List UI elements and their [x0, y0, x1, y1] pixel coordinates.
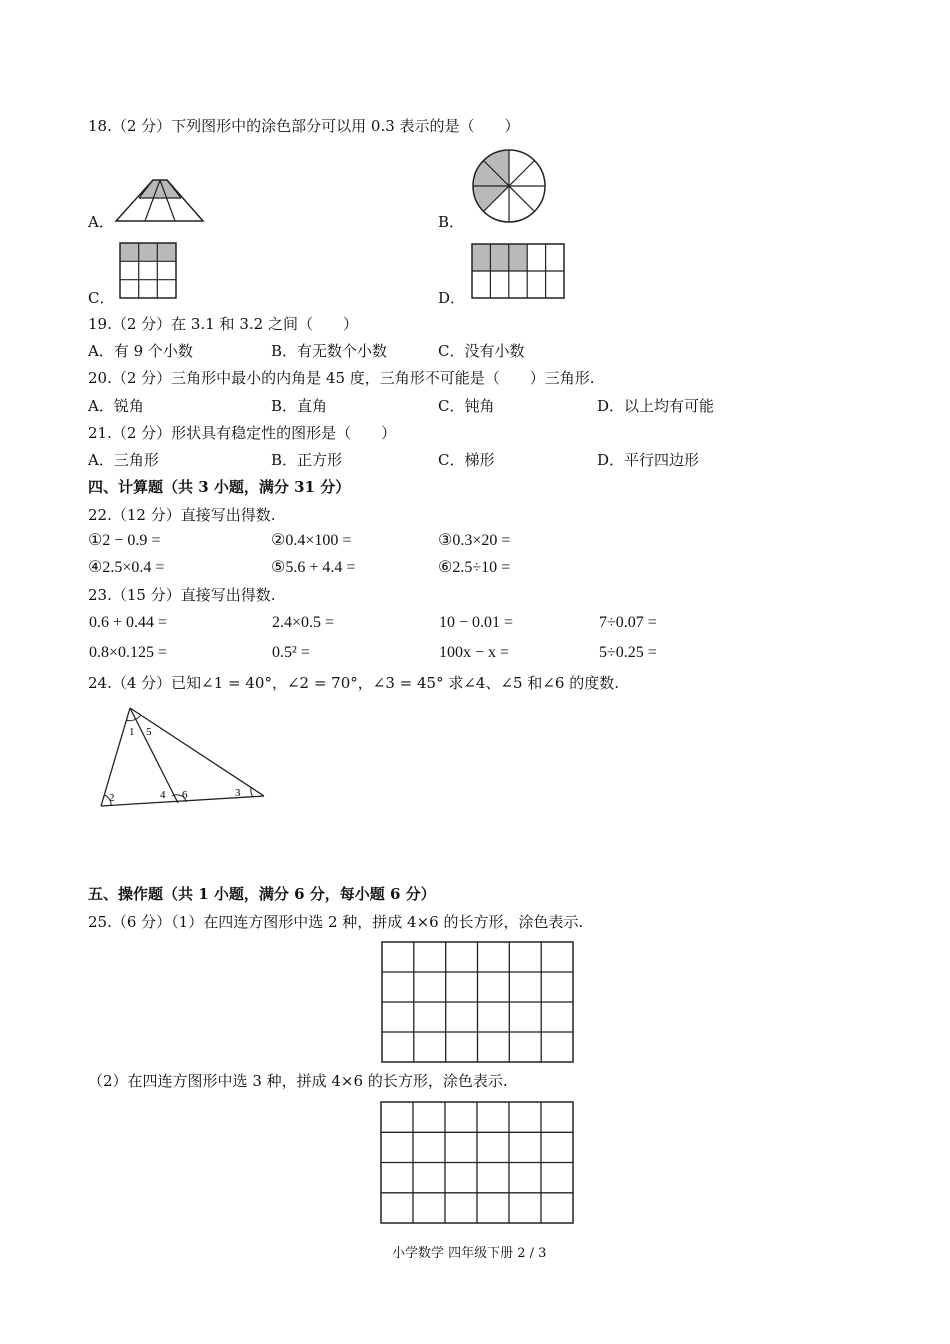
q18-option-b-label: B．	[438, 213, 465, 231]
q18-figure-a-trapezoid	[115, 178, 205, 223]
q22-stem: 22.（12 分）直接写出得数.	[88, 506, 276, 524]
q22-item-1: ①2 − 0.9 =	[88, 532, 161, 549]
q23-row2-item-4: 5÷0.25 =	[599, 644, 657, 661]
section-4-title: 四、计算题（共 3 小题，满分 31 分）	[88, 478, 351, 496]
angle-label-4: 4	[160, 789, 166, 801]
q19-option-b: B．有无数个小数	[271, 342, 388, 360]
angle-label-2: 2	[109, 792, 115, 804]
q23-row2-item-3: 100x − x =	[439, 644, 510, 661]
q22-item-2: ②0.4×100 =	[271, 532, 352, 549]
q22-item-6: ⑥2.5÷10 =	[438, 559, 511, 576]
q20-option-a: A．锐角	[88, 397, 144, 415]
angle-label-1: 1	[129, 726, 135, 738]
q25-part-1: 25.（6 分）（1）在四连方图形中选 2 种，拼成 4×6 的长方形，涂色表示.	[88, 913, 584, 931]
q20-option-c: C．钝角	[438, 397, 495, 415]
q25-part-2: （2）在四连方图形中选 3 种，拼成 4×6 的长方形，涂色表示.	[88, 1072, 508, 1090]
q23-row2-item-1: 0.8×0.125 =	[89, 644, 168, 661]
q21-option-c: C．梯形	[438, 451, 495, 469]
q18-figure-b-circle	[471, 148, 547, 224]
q21-option-a: A．三角形	[88, 451, 159, 469]
q20-option-d: D．以上均有可能	[597, 397, 715, 415]
q23-row1-item-1: 0.6 + 0.44 =	[89, 614, 168, 631]
section-5-title: 五、操作题（共 1 小题，满分 6 分，每小题 6 分）	[88, 885, 436, 903]
q25-grid-2	[380, 1101, 574, 1224]
q23-stem: 23.（15 分）直接写出得数.	[88, 586, 276, 604]
q22-item-5: ⑤5.6 + 4.4 =	[271, 559, 356, 576]
q18-figure-c-grid	[119, 242, 177, 299]
q21-option-d: D．平行四边形	[597, 451, 700, 469]
q20-option-b: B．直角	[271, 397, 328, 415]
angle-label-3: 3	[235, 787, 241, 799]
q18-figure-d-grid	[471, 243, 565, 299]
q21-stem: 21.（2 分）形状具有稳定性的图形是（ ）	[88, 424, 397, 442]
q18-option-a-label: A．	[88, 213, 114, 231]
q18-option-d-label: D．	[438, 289, 466, 307]
angle-label-5: 5	[146, 726, 152, 738]
q22-item-4: ④2.5×0.4 =	[88, 559, 165, 576]
q18-option-c-label: C．	[88, 289, 115, 307]
q18-stem: 18.（2 分）下列图形中的涂色部分可以用 0.3 表示的是（ ）	[88, 117, 520, 135]
q22-item-3: ③0.3×20 =	[438, 532, 511, 549]
q23-row1-item-4: 7÷0.07 =	[599, 614, 657, 631]
q24-triangle-figure	[98, 702, 268, 810]
q25-grid-1	[381, 941, 574, 1063]
q23-row1-item-3: 10 − 0.01 =	[439, 614, 514, 631]
q20-stem: 20.（2 分）三角形中最小的内角是 45 度，三角形不可能是（ ）三角形.	[88, 369, 595, 387]
q23-row2-item-2: 0.5² =	[272, 644, 310, 661]
angle-label-6: 6	[182, 789, 188, 801]
q24-stem: 24.（4 分）已知∠1 = 40°，∠2 = 70°，∠3 = 45° 求∠4、∠5 和∠6 的度数.	[88, 674, 619, 692]
q21-option-b: B．正方形	[271, 451, 343, 469]
q23-row1-item-2: 2.4×0.5 =	[272, 614, 335, 631]
page-footer: 小学数学 四年级下册 2 / 3	[392, 1246, 547, 1261]
q19-option-a: A．有 9 个小数	[88, 342, 193, 360]
q19-option-c: C．没有小数	[438, 342, 525, 360]
q19-stem: 19.（2 分）在 3.1 和 3.2 之间（ ）	[88, 315, 358, 333]
